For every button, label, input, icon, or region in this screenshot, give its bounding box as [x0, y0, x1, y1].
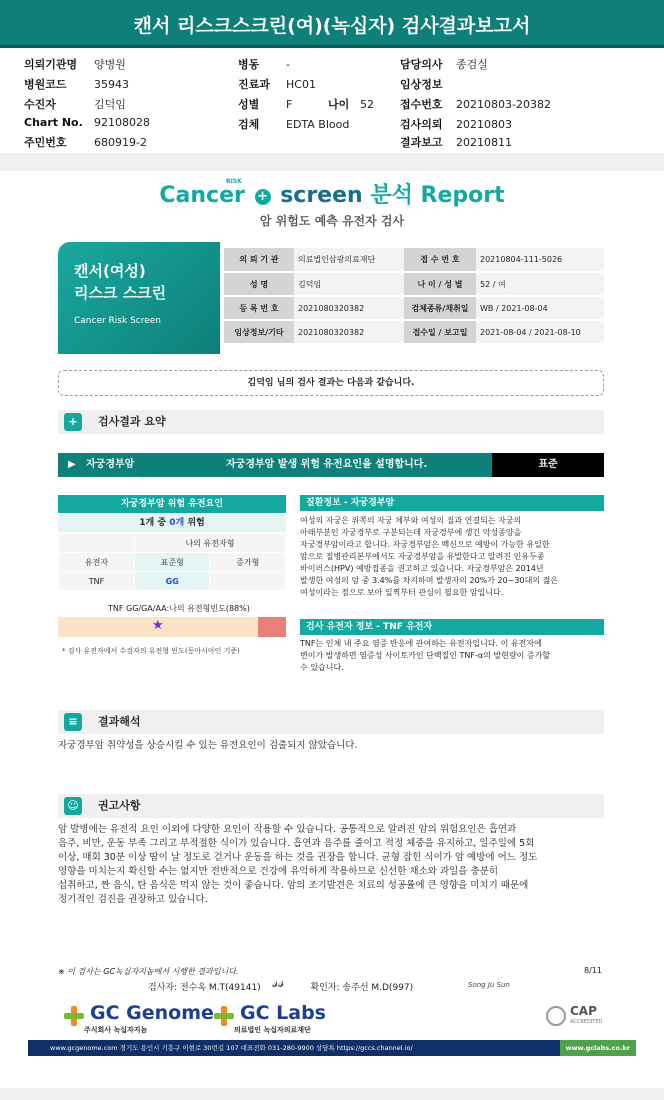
report-subtitle: 암 위험도 예측 유전자 검사 [259, 214, 405, 228]
interpretation-section-header: ≡ 결과해석 [58, 710, 604, 734]
clipboard-icon: ≡ [64, 713, 82, 731]
header-field: 접수번호 20210803-20382 [400, 98, 551, 111]
header-field: Chart No. 92108028 [24, 116, 150, 129]
header-field-age: 나이 52 [328, 98, 374, 111]
gc-cross-icon [214, 1006, 234, 1026]
frequency-label: TNF GG/GA/AA:나의 유전형빈도(88%) [108, 604, 250, 613]
table-row: 나의 유전자형 [59, 534, 286, 553]
examiner-signature: 𝓈𝓈 [272, 972, 284, 991]
table-row: 유전자 표준형 증가형 [59, 553, 286, 572]
header-field: 검체 EDTA Blood [238, 118, 350, 131]
header-field: 수진자 김덕임 [24, 98, 126, 111]
page-bottom-margin [0, 1088, 664, 1100]
table-row: 임상정보/기타 2021080320382 접수일 / 보고일 2021-08-04 / 2021-08-10 [224, 320, 604, 344]
risk-label: RISK [226, 178, 242, 185]
signature-line: 검사자: 전수옥 M.T(49141) 확인자: 송주선 M.D(997) [148, 983, 414, 993]
risk-factor-heading: 자궁경부암 위험 유전요인 [58, 495, 286, 513]
table-row: 등 록 번 호 2021080320382 검체종류/채취일 WB / 2021-08-04 [224, 296, 604, 320]
page-number: 8/11 [584, 966, 602, 975]
gene-info-heading: 검사 유전자 정보 - TNF 유전자 [300, 619, 604, 635]
frequency-high-segment [258, 617, 286, 637]
hero-title-2: 리스크 스크린 [74, 284, 167, 302]
header-field: 병동 - [238, 58, 290, 71]
cap-ring-icon [546, 1006, 566, 1026]
gc-labs-logo: GC Labs 의료법인 녹십자의료재단 [214, 1002, 326, 1035]
header-field: 성별 F [238, 98, 293, 111]
interpretation-text: 자궁경부암 취약성을 상승시킬 수 있는 유전요인이 검출되지 않았습니다. [58, 740, 358, 751]
greeting-box: 김덕임 님의 검사 결과는 다음과 같습니다. [58, 370, 604, 396]
table-row: TNF GG [59, 572, 286, 591]
disease-info-heading: 질환정보 - 자궁경부암 [300, 495, 604, 511]
footer-contact-bar: www.gcgenome.com 경기도 용인시 기흥구 이현로 30번길 107 대표전화 031-280-9900 상담톡 https://gccs.channel.io/ www.gclabs.co.kr [28, 1040, 636, 1056]
frequency-note: * 검사 유전자에서 수검자의 유전형 빈도(동아시아인 기준) [62, 647, 240, 655]
hero-title-1: 캔서(여성) [74, 262, 146, 280]
header-field: 병원코드 35943 [24, 78, 129, 91]
gene-info-text: TNF는 인체 내 주요 염증 반응에 관여하는 유전자입니다. 이 유전자에 변이가 발생하면 염증성 사이토카인 단백질인 TNF-α의 발현량이 증가할 수 있습니다. [300, 639, 551, 672]
header-field: 임상정보 [400, 78, 443, 91]
gc-genome-logo: GC Genome 주식회사 녹십자지놈 [64, 1002, 214, 1035]
header-field: 진료과 HC01 [238, 78, 316, 91]
summary-section-header: + 검사결과 요약 [58, 410, 604, 434]
report-heading: Cancer + screen 분석 Report [159, 183, 505, 208]
doctor-icon: ☺ [64, 797, 82, 815]
header-field: 담당의사 종검실 [400, 58, 488, 71]
header-field: 의뢰기관명 양병원 [24, 58, 126, 71]
status-badge: 표준 [492, 453, 604, 477]
header-field: 결과보고 20210811 [400, 136, 512, 149]
header-field: 주민번호 680919-2 [24, 136, 147, 149]
header-field: 검사의뢰 20210803 [400, 118, 512, 131]
hero-english: Cancer Risk Screen [74, 316, 162, 326]
recommendation-text: 암 발병에는 유전적 요인 이외에 다양한 요인이 작용할 수 있습니다. 공통적으로 알려진 암의 위험요인은 흡연과 음주, 비만, 운동 부족 그리고 부적절한 식이가 있습니다. 흡연과 음주를 줄이고 적정 체중을 유지하고, 일주일에 5회 이상, 매회 30분 이상 땀이 날 정도로 걷거나 운동을 하는 것을 권장을 합니다. 균형 잡힌 식이가 암 예방에 어느 정도 영향을 미치는지 확신할 수는 없지만 전반적으로 건강에 유익하게 작용하므로 신선한 채소와 과일을 충분히 섭취하고, 짠 음식, 탄 음식은 먹지 않는 것이 좋습니다. 암의 조기발견은 치료의 성공률에 큰 영향을 미치기 때문에 정기적인 검진을 권장하고 있습니다. [58, 824, 538, 905]
genotype-table [58, 533, 286, 591]
page-separator [0, 153, 664, 171]
report-title-bar: 캔서 리스크스크린(여)(녹십자) 검사결과보고서 [0, 0, 664, 48]
summary-plus-icon: + [64, 413, 82, 431]
table-row: 의 뢰 기 관 의료법인삼광의료재단 접 수 번 호 20210804-111-5026 [224, 248, 604, 272]
disease-info-text: 여성의 자궁은 위쪽의 자궁 체부와 여성의 질과 연결되는 자궁의 아래부분인 자궁경부로 구분되는데 자궁경부에 생긴 악성종양을 자궁경부암이라고 합니다. 자궁경부암은 백신으로 예방이 가능한 유일한 암으로 질병관리본부에서도 자궁경부암을 유발한다고 알려진 인유두종 바이러스(HPV) 예방접종을 권고하고 있습니다. 자궁경부암은 2014년 발생한 여성의 암 중 3.4%를 차지하며 발생자의 20%가 20~30대의 젊은 여성이라는 점으로 보아 일찍부터 관심이 필요한 암입니다. [300, 516, 559, 597]
confirmer-signature: Song Ju Sun [468, 981, 510, 989]
recommendation-section-header: ☺ 권고사항 [58, 794, 604, 818]
footer-note: ※ 이 검사는 GC녹십자지놈에서 시행한 결과입니다. [58, 967, 239, 976]
play-arrow-icon: ▶ [68, 459, 76, 470]
cap-accredited-logo: CAP ACCREDITED [546, 1004, 610, 1030]
info-table [224, 248, 604, 345]
table-row: 성 명 김덕임 나 이 / 성 별 52 / 여 [224, 272, 604, 296]
gc-cross-icon [64, 1006, 84, 1026]
risk-count: 1개 중 0개 위험 [58, 514, 286, 532]
star-marker-icon: ★ [152, 618, 164, 633]
hero-card [58, 242, 220, 354]
risk-plus-icon: + [255, 189, 271, 205]
gclabs-link[interactable]: www.gclabs.co.kr [560, 1040, 637, 1056]
cancer-result-bar: ▶ 자궁경부암 자궁경부암 발생 위험 유전요인을 설명합니다. 표준 [58, 453, 604, 477]
frequency-bar [58, 617, 286, 637]
